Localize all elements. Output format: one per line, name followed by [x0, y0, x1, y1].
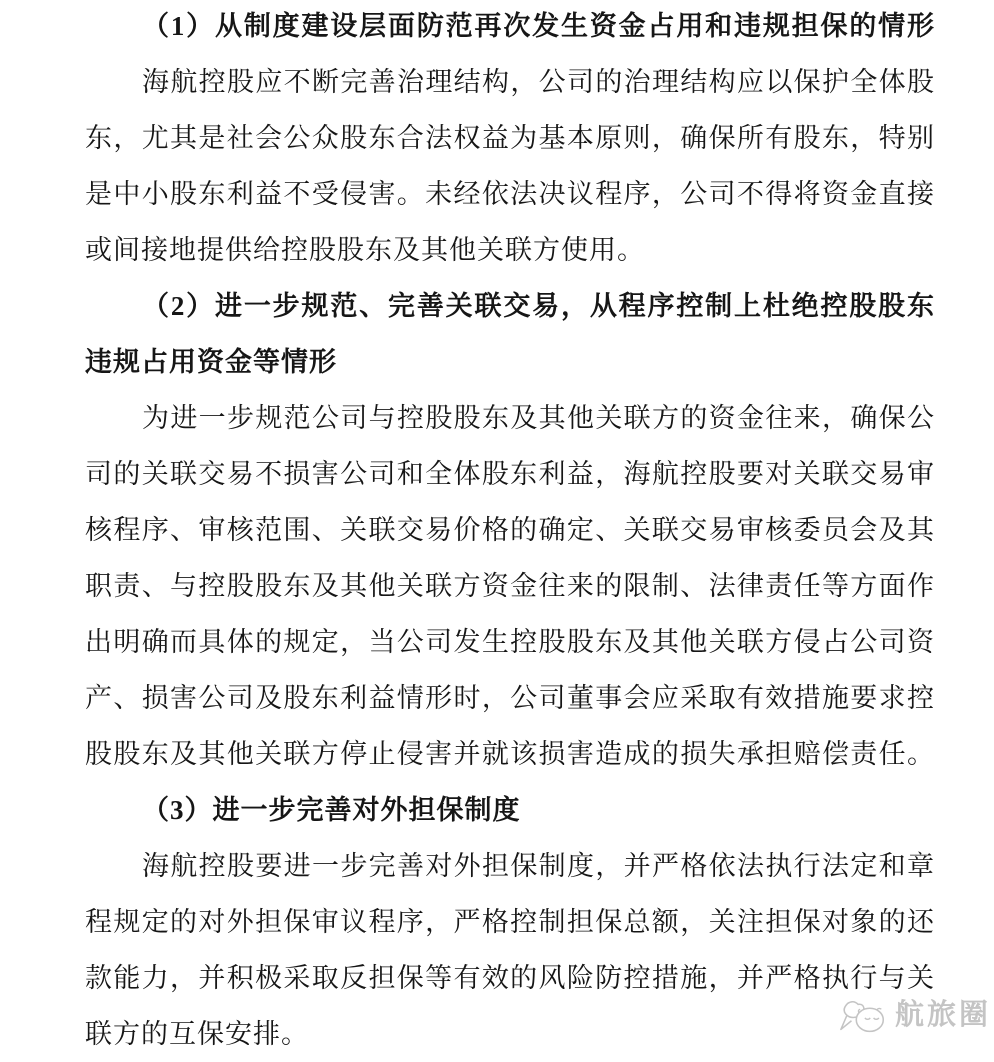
paragraph-line: 产、损害公司及股东利益情形时，公司董事会应采取有效措施要求控	[85, 683, 935, 713]
heading-line: （1）从制度建设层面防范再次发生资金占用和违规担保的情形	[142, 11, 935, 41]
paragraph-line: 联方的互保安排。	[85, 1019, 309, 1049]
watermark-label: 航旅圈	[895, 999, 992, 1031]
heading-line: 违规占用资金等情形	[85, 347, 337, 377]
paragraph-line: 为进一步规范公司与控股股东及其他关联方的资金往来，确保公	[142, 403, 935, 433]
heading-line: （3）进一步完善对外担保制度	[142, 795, 521, 825]
paragraph-line: 是中小股东利益不受侵害。未经依法决议程序，公司不得将资金直接	[85, 179, 935, 209]
paragraph-line: 海航控股要进一步完善对外担保制度，并严格依法执行法定和章	[142, 851, 935, 881]
paragraph-line: 出明确而具体的规定，当公司发生控股股东及其他关联方侵占公司资	[85, 627, 935, 657]
document-body	[85, 0, 935, 1062]
heading-line: （2）进一步规范、完善关联交易，从程序控制上杜绝控股股东	[142, 291, 935, 321]
watermark	[838, 993, 991, 1037]
paragraph-line: 职责、与控股股东及其他关联方资金往来的限制、法律责任等方面作	[85, 571, 935, 601]
paragraph-line: 款能力，并积极采取反担保等有效的风险防控措施，并严格执行与关	[85, 963, 935, 993]
paragraph-line: 程规定的对外担保审议程序，严格控制担保总额，关注担保对象的还	[85, 907, 935, 937]
paragraph-line: 核程序、审核范围、关联交易价格的确定、关联交易审核委员会及其	[85, 515, 935, 545]
paragraph-line: 海航控股应不断完善治理结构，公司的治理结构应以保护全体股	[142, 67, 935, 97]
paragraph-line: 或间接地提供给控股股东及其他关联方使用。	[85, 235, 645, 265]
paragraph-line: 司的关联交易不损害公司和全体股东利益，海航控股要对关联交易审	[85, 459, 935, 489]
paragraph-line: 东，尤其是社会公众股东合法权益为基本原则，确保所有股东，特别	[85, 123, 935, 153]
paragraph-line: 股股东及其他关联方停止侵害并就该损害造成的损失承担赔偿责任。	[85, 739, 935, 769]
watermark-cloud-bird-icon	[838, 995, 890, 1035]
